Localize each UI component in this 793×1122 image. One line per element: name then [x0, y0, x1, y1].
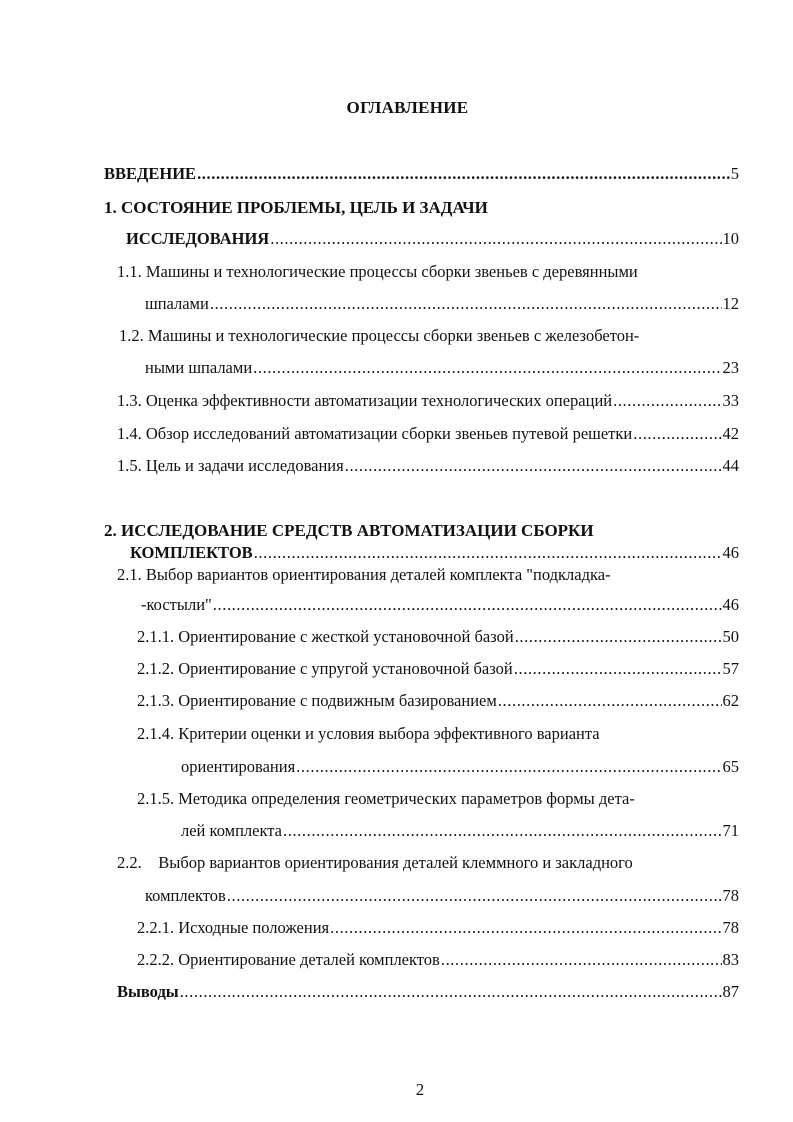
toc-entry-intro — [104, 164, 739, 184]
toc-entry-text: 2.1.1. Ориентирование с жесткой установочной базой — [137, 627, 514, 646]
toc-chapter-2-line1: 2. ИССЛЕДОВАНИЕ СРЕДСТВ АВТОМАТИЗАЦИИ СБОРКИ — [104, 521, 594, 540]
toc-entry-conclusions — [117, 982, 739, 1002]
dot-leader — [330, 918, 721, 938]
dot-leader — [515, 627, 722, 647]
toc-entry-text: -костыли" — [141, 595, 212, 614]
toc-entry-text: ИССЛЕДОВАНИЯ — [126, 229, 270, 248]
toc-entry-text: лей комплекта — [181, 821, 282, 840]
dot-leader — [270, 229, 721, 249]
dot-leader — [441, 950, 722, 970]
toc-entry-section-2-2-1 — [137, 918, 739, 938]
toc-entry-section-2-1 — [141, 595, 739, 615]
toc-page-number: 23 — [722, 358, 739, 377]
toc-entry-section-2-1-2 — [137, 659, 739, 679]
toc-entry-text: 1.4. Обзор исследований автоматизации сборки звеньев путевой решетки — [117, 424, 633, 443]
toc-entry-text: ВВЕДЕНИЕ — [104, 164, 197, 183]
toc-heading: ОГЛАВЛЕНИЕ — [346, 98, 469, 117]
toc-entry-text: 1.3. Оценка эффективности автоматизации технологических операций — [117, 391, 613, 410]
toc-page-number: 57 — [722, 659, 739, 678]
toc-entry-text: Выводы — [117, 982, 179, 1001]
toc-entry-section-1-2 — [145, 358, 739, 378]
dot-leader — [227, 886, 722, 906]
toc-page-number: 46 — [722, 595, 739, 614]
toc-entry-section-1-1 — [145, 294, 739, 314]
toc-section-2-1-4-line1: 2.1.4. Критерии оценки и условия выбора эффективного варианта — [137, 724, 600, 743]
toc-entry-text: ными шпалами — [145, 358, 253, 377]
dot-leader — [345, 456, 722, 476]
toc-entry-text: 2.1.2. Ориентирование с упругой установочной базой — [137, 659, 513, 678]
toc-entry-text: комплектов — [145, 886, 226, 905]
dot-leader — [283, 821, 722, 841]
toc-page-number: 42 — [722, 424, 739, 443]
toc-entry-section-2-1-4 — [181, 757, 739, 777]
toc-entry-text: 1.5. Цель и задачи исследования — [117, 456, 344, 475]
toc-section-2-2-line1: 2.2. Выбор вариантов ориентирования деталей клеммного и закладного — [117, 853, 633, 872]
toc-entry-section-1-4 — [117, 424, 739, 444]
toc-page-number: 33 — [722, 391, 739, 410]
toc-entry-section-2-1-5 — [181, 821, 739, 841]
toc-page-number: 71 — [722, 821, 739, 840]
dot-leader — [253, 358, 721, 378]
dot-leader — [296, 757, 721, 777]
dot-leader — [197, 164, 730, 184]
toc-page-number: 83 — [722, 950, 739, 969]
toc-entry-chapter-2 — [130, 543, 739, 563]
toc-entry-text: ориентирования — [181, 757, 296, 776]
toc-page-number: 5 — [730, 164, 739, 183]
toc-entry-section-2-2-2 — [137, 950, 739, 970]
page-number: 2 — [415, 1080, 425, 1099]
dot-leader — [254, 543, 722, 563]
toc-page-number: 10 — [722, 229, 739, 248]
toc-entry-text: 2.1.3. Ориентирование с подвижным базированием — [137, 691, 497, 710]
toc-section-2-1-5-line1: 2.1.5. Методика определения геометрических параметров формы дета- — [137, 789, 635, 808]
toc-page-number: 78 — [722, 886, 739, 905]
toc-entry-section-2-2 — [145, 886, 739, 906]
toc-page-number: 78 — [722, 918, 739, 937]
toc-page-number: 46 — [722, 543, 739, 562]
dot-leader — [633, 424, 721, 444]
dot-leader — [498, 691, 722, 711]
toc-page-number: 50 — [722, 627, 739, 646]
toc-entry-text: 2.2.2. Ориентирование деталей комплектов — [137, 950, 440, 969]
toc-chapter-1-line1: 1. СОСТОЯНИЕ ПРОБЛЕМЫ, ЦЕЛЬ И ЗАДАЧИ — [104, 198, 488, 217]
toc-section-1-1-line1: 1.1. Машины и технологические процессы сборки звеньев с деревянными — [117, 262, 638, 281]
toc-section-1-2-line1: 1.2. Машины и технологические процессы сборки звеньев с железобетон- — [119, 326, 640, 345]
dot-leader — [213, 595, 722, 615]
toc-page-number: 87 — [722, 982, 739, 1001]
toc-entry-text: шпалами — [145, 294, 209, 313]
toc-page-number: 65 — [722, 757, 739, 776]
toc-page-number: 62 — [722, 691, 739, 710]
toc-entry-section-2-1-3 — [137, 691, 739, 711]
dot-leader — [210, 294, 722, 314]
toc-section-2-1-line1: 2.1. Выбор вариантов ориентирования деталей комплекта "подкладка- — [117, 565, 611, 584]
dot-leader — [514, 659, 722, 679]
toc-entry-section-1-3 — [117, 391, 739, 411]
toc-entry-section-1-5 — [117, 456, 739, 476]
toc-entry-text: 2.2.1. Исходные положения — [137, 918, 330, 937]
toc-page-number: 44 — [722, 456, 739, 475]
dot-leader — [180, 982, 722, 1002]
toc-entry-text: КОМПЛЕКТОВ — [130, 543, 253, 562]
toc-page-number: 12 — [722, 294, 739, 313]
dot-leader — [613, 391, 721, 411]
toc-entry-section-2-1-1 — [137, 627, 739, 647]
toc-entry-chapter-1 — [126, 229, 739, 249]
